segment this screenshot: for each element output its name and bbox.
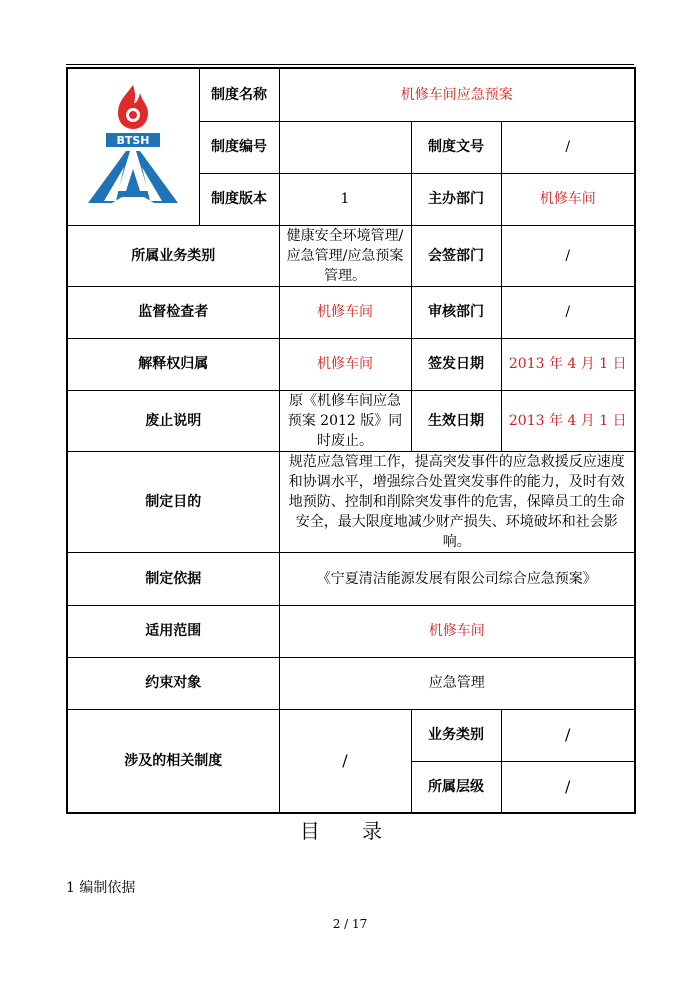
logo-text: BTSH — [116, 133, 150, 147]
related-label: 涉及的相关制度 — [67, 709, 279, 813]
constraint-value: 应急管理 — [279, 657, 635, 709]
effective-label: 生效日期 — [411, 390, 501, 451]
supervisor-value: 机修车间 — [279, 286, 411, 338]
purpose-label: 制定目的 — [67, 451, 279, 552]
review-value: / — [501, 286, 635, 338]
review-label: 审核部门 — [411, 286, 501, 338]
related-value: / — [279, 709, 411, 813]
doc-no-label: 制度文号 — [411, 121, 501, 173]
purpose-value: 规范应急管理工作，提高突发事件的应急救援反应速度和协调水平，增强综合处置突发事件的能力，及时有效地预防、控制和削除突发事件的危害，保障员工的生命安全，最大限度地减少财产损失、环境破坏和社会影响。 — [279, 451, 635, 552]
basis-value: 《宁夏清洁能源发展有限公司综合应急预案》 — [279, 552, 635, 605]
related-biz-value: / — [501, 709, 635, 761]
cosign-value: / — [501, 225, 635, 286]
page-number: 2 / 17 — [332, 917, 368, 931]
cosign-label: 会签部门 — [411, 225, 501, 286]
constraint-label: 约束对象 — [67, 657, 279, 709]
section-heading: 1 编制依据 — [66, 880, 136, 896]
issue-date-label: 签发日期 — [411, 338, 501, 390]
company-logo — [67, 68, 199, 225]
biz-cat-value: 健康安全环境管理/应急管理/应急预案管理。 — [279, 225, 411, 286]
scope-value: 机修车间 — [279, 605, 635, 657]
interpret-value: 机修车间 — [279, 338, 411, 390]
effective-value: 2013 年 4 月 1 日 — [501, 390, 635, 451]
name-label: 制度名称 — [199, 68, 279, 121]
name-value: 机修车间应急预案 — [279, 68, 635, 121]
abolish-label: 废止说明 — [67, 390, 279, 451]
btsh-logo-icon — [78, 79, 188, 209]
regulation-info-table — [66, 67, 636, 814]
basis-label: 制定依据 — [67, 552, 279, 605]
issue-date-value: 2013 年 4 月 1 日 — [501, 338, 635, 390]
version-label: 制度版本 — [199, 173, 279, 225]
code-label: 制度编号 — [199, 121, 279, 173]
level-value: / — [501, 761, 635, 813]
abolish-value: 原《机修车间应急预案 2012 版》同时废止。 — [279, 390, 411, 451]
host-dept-value: 机修车间 — [501, 173, 635, 225]
supervisor-label: 监督检查者 — [67, 286, 279, 338]
scope-label: 适用范围 — [67, 605, 279, 657]
biz-cat-label: 所属业务类别 — [67, 225, 279, 286]
interpret-label: 解释权归属 — [67, 338, 279, 390]
level-label: 所属层级 — [411, 761, 501, 813]
toc-title: 目 录 — [299, 819, 401, 843]
related-biz-label: 业务类别 — [411, 709, 501, 761]
host-dept-label: 主办部门 — [411, 173, 501, 225]
doc-no-value: / — [501, 121, 635, 173]
code-value — [279, 121, 411, 173]
version-value: 1 — [279, 173, 411, 225]
header-rule — [66, 64, 634, 65]
